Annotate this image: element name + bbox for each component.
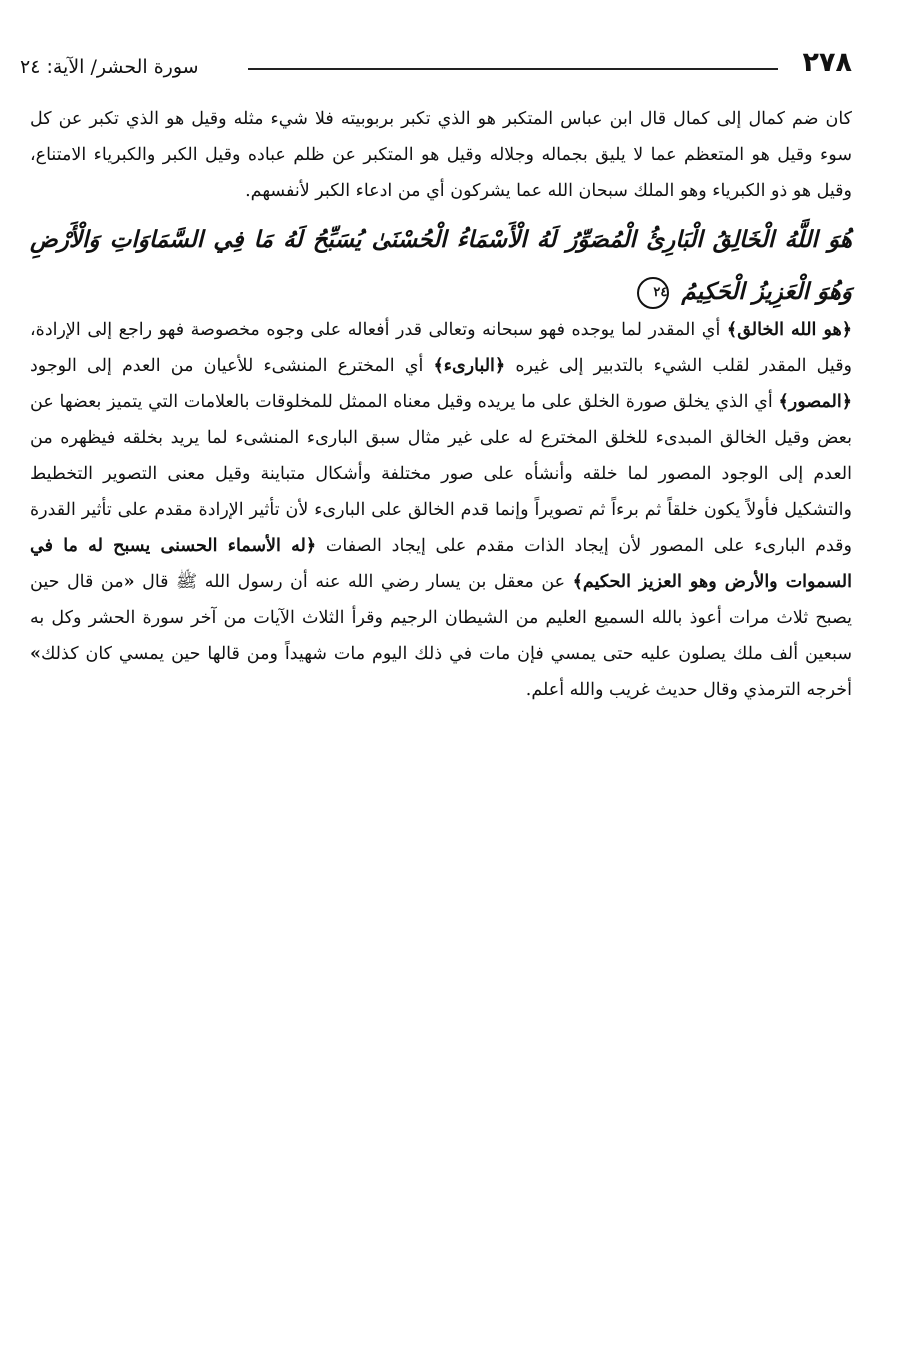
header-rule [248, 68, 778, 70]
hadith-open-quote: « [123, 572, 135, 592]
verse-text: هُوَ اللَّهُ الْخَالِقُ الْبَارِئُ الْمُصَوِّرُ لَهُ الْأَسْمَاءُ الْحُسْنَىٰ يُسَبِّحُ لَهُ مَا فِي السَّمَاوَاتِ وَالْأَرْضِ وَهُوَ الْعَزِيزُ الْحَكِيمُ [30, 226, 852, 305]
commentary-paragraph [30, 312, 852, 708]
close-quote: ﴾ [778, 392, 789, 412]
term-bari: البارىء [443, 356, 495, 376]
closing-text: أخرجه الترمذي وقال حديث غريب والله أعلم. [525, 680, 852, 700]
hadith-close-quote: » [30, 644, 41, 664]
commentary-text: أي المخترع المنشىء للأعيان من العدم إلى الوجود [30, 356, 434, 376]
close-quote: ﴾ [572, 572, 583, 592]
close-quote: ﴾ [433, 356, 444, 376]
hadith-text: من قال حين يصبح ثلاث مرات أعوذ بالله السميع العليم من الشيطان الرجيم وقرأ الثلاث الآيات من آخر سورة الحشر وكل به سبعين ألف ملك يصلون عليه حتى يمسي فإن مات في ذلك اليوم مات شهيداً ومن قالها حين يمسي كان كذلك [30, 572, 852, 664]
surah-title: سورة الحشر/ الآية: ٢٤ [20, 56, 199, 78]
open-quote: ﴿ [494, 356, 506, 376]
open-quote: ﴿ [841, 392, 852, 412]
open-quote: ﴿ [841, 320, 852, 340]
commentary-text: عن معقل بن يسار رضي الله عنه أن رسول الله ﷺ قال [134, 572, 573, 592]
commentary-text: أي الذي يخلق صورة الخلق على ما يريده وقيل معناه الممثل للمخلوقات بالعلامات التي يتميز بعضها عن بعض وقيل الخالق المبدىء للخلق المخترع له على غير مثال سبق البارىء المنشىء لما يريد بخلقه فيظهره من العدم إلى الوجود المصور لما خلقه وأنشأه على صور مختلفة وأشكال متباينة وقيل معنى التصوير التخطيط والتشكيل فأولاً يكون خلقاً ثم برءاً ثم تصويراً وإنما قدم الخالق على البارىء لأن تأثير الإرادة مقدم على تأثير القدرة وقدم البارىء على المصور لأن إيجاد الذات مقدم على إيجاد الصفات [30, 392, 853, 556]
close-quote: ﴾ [726, 320, 738, 340]
term-musawwir: المصور [788, 392, 842, 412]
intro-paragraph: كان ضم كمال إلى كمال قال ابن عباس المتكبر هو الذي تكبر بربوبيته فلا شيء مثله وقيل هو الذي تكبر عن كل سوء وقيل هو المتعظم عما لا يليق بجماله وجلاله وقيل هو المتكبر عن ظلم عباده وقيل الكبر والكبرياء الامتناع، وقيل هو ذو الكبرياء وهو الملك سبحان الله عما يشركون أي من ادعاء الكبر لأنفسهم. [30, 109, 852, 201]
term-khaliq: هو الله الخالق [737, 320, 842, 340]
page-number: ٢٧٨ [802, 47, 852, 78]
quran-verse [30, 214, 852, 318]
ayah-number-marker: ٢٤ [637, 277, 669, 309]
open-quote: ﴿ [305, 536, 317, 556]
page-header [20, 44, 852, 84]
commentary-text: أي المقدر لما يوجده فهو سبحانه وتعالى قدر أفعاله على وجوه مخصوصة فهو راجع إلى الإرادة، وقيل المقدر لقلب الشيء بالتدبير إلى غيره [30, 320, 853, 376]
term-asma-husna: له الأسماء الحسنى يسبح له ما في السموات والأرض وهو العزيز الحكيم [30, 536, 852, 592]
